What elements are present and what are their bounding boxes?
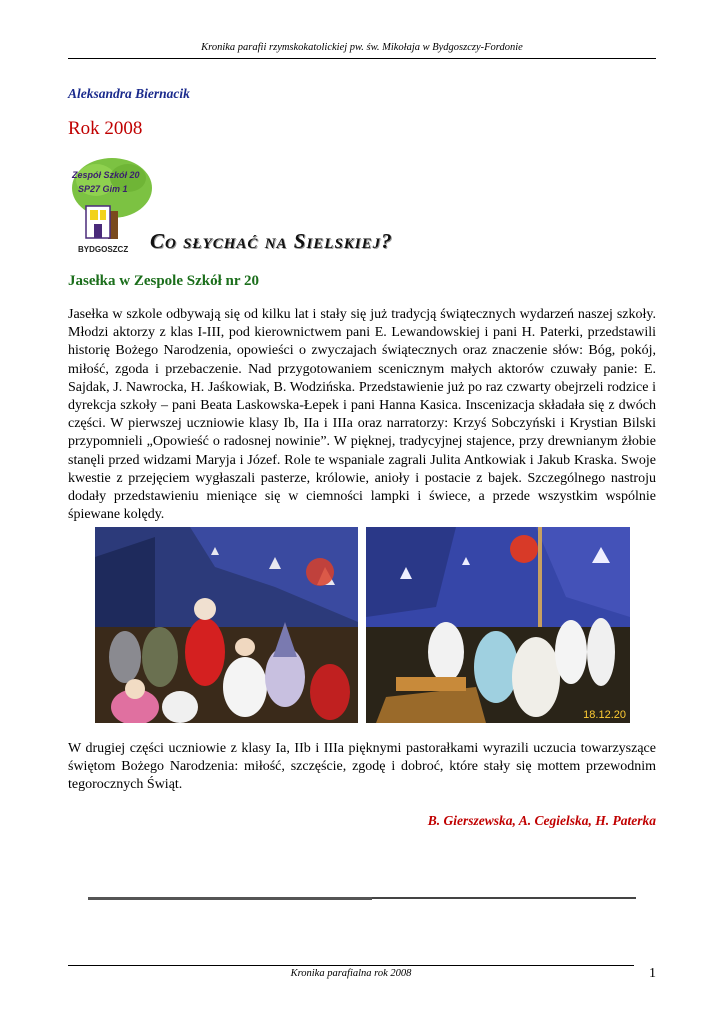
body-paragraph-1: Jasełka w szkole odbywają się od kilku lat i stały się już tradycją świątecznych wydarzeń naszej szkoły. Młodzi aktorzy z klas I-III, pod kierownictwem pani E. Lewandowskiej i pani H. Paterki, przedstawili historię Bożego Narodzenia, opowieści o zwyczajach świątecznych oraz znaczenie słów: Bóg, pokój, miłość, zgoda i przebaczenie. Nad przygotowaniem scenicznym małych aktorów czuwały panie: E. Sajdak, J. Nawrocka, H. Jaśkowiak, B. Wodzińska. Przedstawienie już po raz czwarty obejrzeli rodzice i dyrekcja szkoły – pani Beata Laskowska-Łepek i pani Hanna Kasica. Inscenizacja składała się z dwóch części. W pierwszej uczniowie klasy Ib, IIa i IIIa oraz narratorzy: Krzyś Sobczyński i Krystian Bilski przypomnieli „Opowieść o radosnej nowinie”. W pięknej, tradycyjnej stajence, przy drewnianym żłobie stanęli przed widzami Maryja i Józef. Role te wspaniale zagrali Julita Antkowiak i Jakub Kraska. Swoje kwestie z przejęciem wygłaszali pasterze, królowie, anioły i postacie z bajek. Szczególnego nastroju dodały przedstawieniu mieniące się w ciemności lampki i świece, a przede wszystkim wspólnie śpiewane kolędy.	[68, 307, 656, 523]
article-signature: B. Gierszewska, A. Cegielska, H. Paterka	[427, 813, 656, 828]
logo-text-line1: Zespół Szkół 20	[72, 170, 140, 180]
photo-date-stamp: 18.12.20	[583, 709, 626, 721]
author-name: Aleksandra Biernacik	[68, 86, 190, 101]
year-heading: Rok 2008	[68, 118, 143, 139]
footer-title: Kronika parafialna rok 2008	[290, 968, 412, 979]
nativity-photo-right	[366, 527, 630, 723]
section-heading: Jasełka w Zespole Szkół nr 20	[68, 273, 259, 289]
footer-rule	[68, 965, 634, 966]
logo-text-line2: SP27 Gim 1	[78, 184, 128, 194]
logo-text-city: BYDGOSZCZ	[78, 245, 129, 254]
running-header: Kronika parafii rzymskokatolickiej pw. św. Mikołaja w Bydgoszczy-Fordonie	[201, 42, 523, 53]
page-number: 1	[649, 966, 656, 981]
decorative-divider	[88, 887, 636, 890]
body-paragraph-2: W drugiej części uczniowie z klasy Ia, IIb i IIIa pięknymi pastorałkami wyrazili uczucia towarzyszące świętom Bożego Narodzenia: miłość, szczęście, zgodę i dobroć, które stały się mottem przewodnim tegorocznych Świąt.	[68, 741, 656, 793]
banner-title: Co słychać na Sielskiej?	[150, 229, 393, 253]
school-logo	[68, 156, 156, 256]
nativity-photo-left	[95, 527, 358, 723]
header-rule	[68, 58, 656, 59]
